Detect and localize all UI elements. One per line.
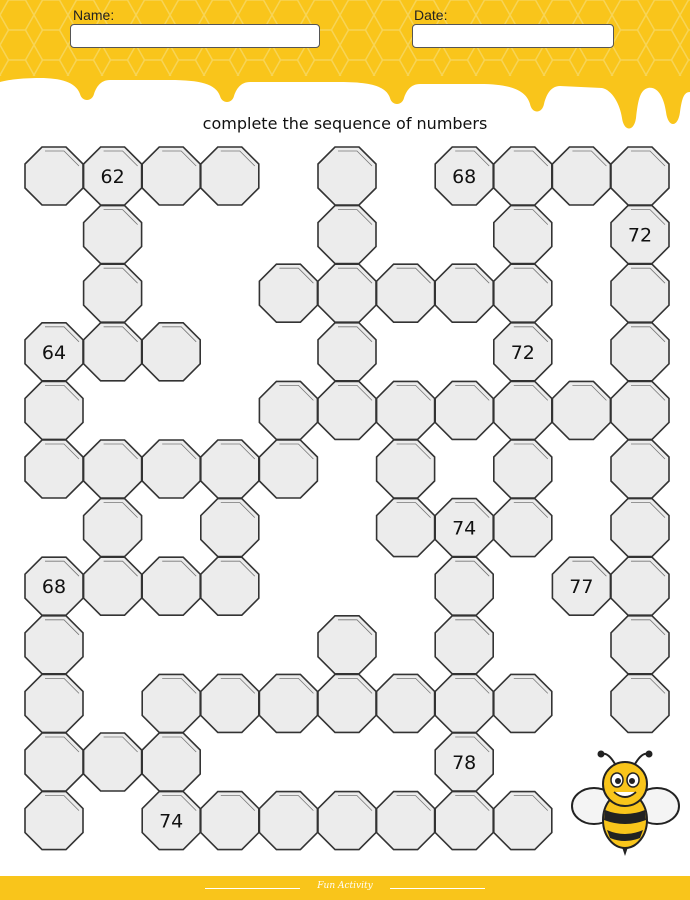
- answer-cell[interactable]: [201, 147, 259, 205]
- footer-line-right: [390, 888, 485, 889]
- answer-cell[interactable]: [25, 381, 83, 439]
- answer-cell[interactable]: [552, 381, 610, 439]
- cell-octagon: [25, 147, 83, 205]
- cell-octagon: [84, 557, 142, 615]
- cell-octagon: [318, 674, 376, 732]
- answer-cell[interactable]: [377, 440, 435, 498]
- cell-octagon: [494, 264, 552, 322]
- answer-cell[interactable]: [84, 323, 142, 381]
- answer-cell[interactable]: [611, 499, 669, 557]
- answer-cell[interactable]: [611, 674, 669, 732]
- cell-octagon: [494, 674, 552, 732]
- cell-octagon: [142, 147, 200, 205]
- answer-cell[interactable]: [377, 381, 435, 439]
- given-number-cell: [552, 557, 610, 615]
- answer-cell[interactable]: [435, 674, 493, 732]
- cell-octagon: [377, 381, 435, 439]
- date-label: Date:: [414, 7, 448, 23]
- cell-number: 68: [452, 166, 477, 188]
- cell-number: 74: [452, 517, 477, 540]
- cell-number: 78: [452, 752, 477, 774]
- given-number-cell: [435, 499, 493, 557]
- cell-octagon: [377, 499, 435, 557]
- cell-octagon: [201, 792, 259, 850]
- cell-octagon: [377, 264, 435, 322]
- cell-octagon: [435, 616, 493, 674]
- cell-octagon: [377, 792, 435, 850]
- cell-octagon: [494, 381, 552, 439]
- cell-octagon: [259, 674, 317, 732]
- cell-octagon: [25, 616, 83, 674]
- cell-number: 77: [569, 576, 594, 599]
- answer-cell[interactable]: [201, 557, 259, 615]
- answer-cell[interactable]: [318, 674, 376, 732]
- answer-cell[interactable]: [84, 499, 142, 557]
- answer-cell[interactable]: [611, 440, 669, 498]
- cell-octagon: [259, 264, 317, 322]
- answer-cell[interactable]: [611, 557, 669, 615]
- cell-octagon: [318, 206, 376, 264]
- answer-cell[interactable]: [318, 381, 376, 439]
- cell-octagon: [84, 440, 142, 498]
- cell-number: 68: [41, 576, 67, 599]
- answer-cell[interactable]: [201, 440, 259, 498]
- given-number-cell: [142, 792, 200, 850]
- answer-cell[interactable]: [377, 499, 435, 557]
- answer-cell[interactable]: [494, 147, 552, 205]
- cell-octagon: [435, 674, 493, 732]
- cell-octagon: [84, 323, 142, 381]
- cell-octagon: [25, 381, 83, 439]
- cell-octagon: [435, 264, 493, 322]
- answer-cell[interactable]: [318, 264, 376, 322]
- answer-cell[interactable]: [377, 264, 435, 322]
- cell-octagon: [259, 381, 317, 439]
- cell-octagon: [318, 147, 376, 205]
- answer-cell[interactable]: [494, 264, 552, 322]
- answer-cell[interactable]: [201, 499, 259, 557]
- cell-octagon: [552, 381, 610, 439]
- cell-octagon: [84, 499, 142, 557]
- answer-cell[interactable]: [318, 323, 376, 381]
- cell-octagon: [494, 147, 552, 205]
- cell-octagon: [377, 440, 435, 498]
- cell-octagon: [84, 733, 142, 791]
- answer-cell[interactable]: [259, 674, 317, 732]
- given-number-cell: [611, 206, 669, 264]
- answer-cell[interactable]: [377, 674, 435, 732]
- cell-octagon: [435, 381, 493, 439]
- cell-octagon: [377, 674, 435, 732]
- cell-octagon: [142, 323, 200, 381]
- cell-octagon: [201, 147, 259, 205]
- answer-cell[interactable]: [142, 674, 200, 732]
- cell-octagon: [494, 792, 552, 850]
- cell-octagon: [142, 557, 200, 615]
- answer-cell[interactable]: [611, 264, 669, 322]
- answer-cell[interactable]: [435, 616, 493, 674]
- answer-cell[interactable]: [25, 440, 83, 498]
- answer-cell[interactable]: [494, 499, 552, 557]
- answer-cell[interactable]: [25, 616, 83, 674]
- cell-octagon: [494, 499, 552, 557]
- cell-number: 64: [41, 341, 67, 364]
- answer-cell[interactable]: [494, 206, 552, 264]
- answer-cell[interactable]: [201, 674, 259, 732]
- answer-cell[interactable]: [435, 557, 493, 615]
- cell-octagon: [494, 440, 552, 498]
- answer-cell[interactable]: [552, 147, 610, 205]
- worksheet-title: complete the sequence of numbers: [202, 114, 488, 133]
- cell-octagon: [142, 674, 200, 732]
- answer-cell[interactable]: [84, 206, 142, 264]
- cell-octagon: [25, 674, 83, 732]
- cell-octagon: [201, 557, 259, 615]
- cell-octagon: [494, 206, 552, 264]
- cell-octagon: [84, 264, 142, 322]
- answer-cell[interactable]: [259, 381, 317, 439]
- footer-label: Fun Activity: [317, 881, 373, 891]
- cell-octagon: [611, 147, 669, 205]
- answer-cell[interactable]: [611, 616, 669, 674]
- answer-cell[interactable]: [494, 381, 552, 439]
- cell-octagon: [318, 323, 376, 381]
- cell-octagon: [25, 733, 83, 791]
- cell-octagon: [611, 381, 669, 439]
- answer-cell[interactable]: [142, 557, 200, 615]
- answer-cell[interactable]: [377, 792, 435, 850]
- cell-octagon: [201, 499, 259, 557]
- answer-cell[interactable]: [84, 557, 142, 615]
- answer-cell[interactable]: [84, 264, 142, 322]
- cell-number: 72: [510, 341, 535, 364]
- cell-octagon: [318, 264, 376, 322]
- answer-cell[interactable]: [259, 264, 317, 322]
- cell-octagon: [201, 674, 259, 732]
- answer-cell[interactable]: [25, 733, 83, 791]
- cell-number: 72: [627, 224, 653, 247]
- answer-cell[interactable]: [435, 381, 493, 439]
- cell-octagon: [611, 674, 669, 732]
- answer-cell[interactable]: [84, 440, 142, 498]
- answer-cell[interactable]: [142, 147, 200, 205]
- cell-octagon: [611, 557, 669, 615]
- cell-octagon: [142, 733, 200, 791]
- cell-octagon: [552, 147, 610, 205]
- cell-octagon: [611, 440, 669, 498]
- answer-cell[interactable]: [611, 381, 669, 439]
- given-number-cell: [84, 147, 142, 205]
- cell-octagon: [84, 206, 142, 264]
- cell-octagon: [611, 323, 669, 381]
- cell-octagon: [435, 792, 493, 850]
- answer-cell[interactable]: [494, 792, 552, 850]
- answer-cell[interactable]: [142, 323, 200, 381]
- answer-cell[interactable]: [611, 323, 669, 381]
- name-label: Name:: [73, 7, 115, 23]
- cell-octagon: [611, 616, 669, 674]
- cell-octagon: [318, 616, 376, 674]
- given-number-cell: [25, 557, 83, 615]
- answer-cell[interactable]: [435, 264, 493, 322]
- answer-cell[interactable]: [318, 616, 376, 674]
- answer-cell[interactable]: [259, 440, 317, 498]
- answer-cell[interactable]: [142, 733, 200, 791]
- cell-number: 62: [100, 166, 125, 188]
- given-number-cell: [25, 323, 83, 381]
- answer-cell[interactable]: [25, 792, 83, 850]
- answer-cell[interactable]: [611, 147, 669, 205]
- answer-cell[interactable]: [25, 147, 83, 205]
- answer-cell[interactable]: [25, 674, 83, 732]
- cell-octagon: [318, 381, 376, 439]
- answer-cell[interactable]: [494, 674, 552, 732]
- cell-octagon: [201, 440, 259, 498]
- given-number-cell: [494, 323, 552, 381]
- cell-number: 74: [159, 810, 184, 833]
- bee-icon: [568, 748, 683, 858]
- cell-octagon: [435, 557, 493, 615]
- given-number-cell: [435, 733, 493, 791]
- cell-octagon: [611, 499, 669, 557]
- cell-octagon: [142, 440, 200, 498]
- answer-cell[interactable]: [318, 792, 376, 850]
- cell-octagon: [25, 440, 83, 498]
- answer-cell[interactable]: [142, 440, 200, 498]
- cell-octagon: [259, 440, 317, 498]
- answer-cell[interactable]: [259, 792, 317, 850]
- cell-octagon: [318, 792, 376, 850]
- answer-cell[interactable]: [494, 440, 552, 498]
- answer-cell[interactable]: [318, 206, 376, 264]
- cell-octagon: [611, 264, 669, 322]
- answer-cell[interactable]: [318, 147, 376, 205]
- answer-cell[interactable]: [84, 733, 142, 791]
- given-number-cell: [435, 147, 493, 205]
- answer-cell[interactable]: [201, 792, 259, 850]
- footer-band: [0, 876, 690, 900]
- cell-octagon: [259, 792, 317, 850]
- answer-cell[interactable]: [435, 792, 493, 850]
- cell-octagon: [25, 792, 83, 850]
